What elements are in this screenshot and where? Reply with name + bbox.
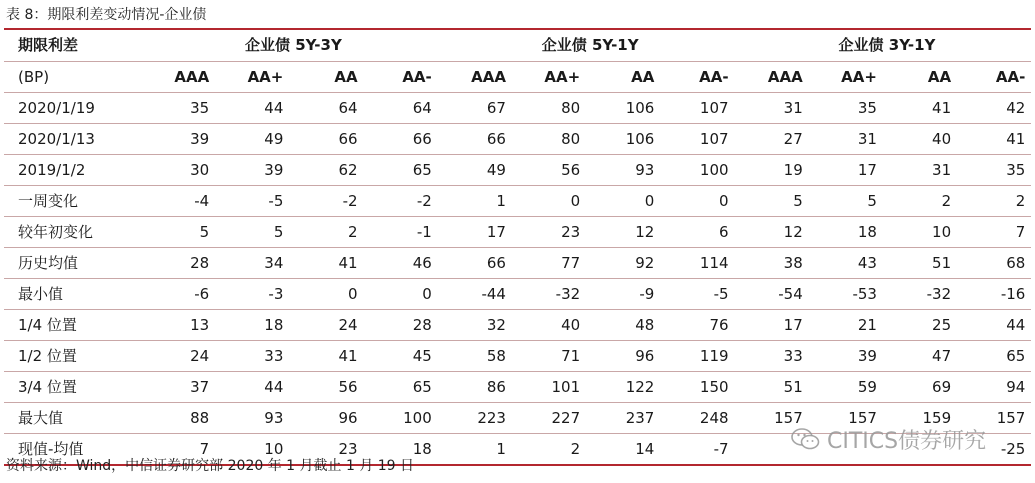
- rating-header: AA: [883, 62, 957, 93]
- table-cell: 42: [957, 93, 1031, 124]
- table-cell: 88: [141, 403, 215, 434]
- table-cell: 18: [215, 310, 289, 341]
- rating-header: AAA: [438, 62, 512, 93]
- table-cell: 248: [660, 403, 734, 434]
- table-cell: -2: [289, 186, 363, 217]
- table-cell: 2: [957, 186, 1031, 217]
- row-label: 现值-均值: [4, 434, 141, 466]
- rating-header: AA-: [660, 62, 734, 93]
- table-cell: 51: [883, 248, 957, 279]
- table-cell: -6: [141, 279, 215, 310]
- table-cell: 2: [289, 217, 363, 248]
- header-label: 期限利差: [4, 30, 141, 62]
- spread-table: [4, 30, 1031, 466]
- group-header-row: [4, 30, 1031, 62]
- rating-header: AA+: [809, 62, 883, 93]
- table-cell: 159: [883, 403, 957, 434]
- table-cell: 101: [512, 372, 586, 403]
- table-cell: 71: [512, 341, 586, 372]
- table-cell: 23: [512, 217, 586, 248]
- table-cell: -32: [512, 279, 586, 310]
- table-cell: 51: [735, 372, 809, 403]
- row-label: 2019/1/2: [4, 155, 141, 186]
- table-cell: 0: [512, 186, 586, 217]
- table-cell: 62: [289, 155, 363, 186]
- table-cell: 2: [883, 186, 957, 217]
- table-cell: 59: [809, 372, 883, 403]
- table-cell: 100: [364, 403, 438, 434]
- rating-header: AA+: [215, 62, 289, 93]
- table-row: [4, 217, 1031, 248]
- table-cell: 17: [735, 310, 809, 341]
- source-note: 资料来源：Wind，中信证券研究部 2020 年 1 月截止 1 月 19 日: [6, 458, 415, 474]
- table-cell: 0: [364, 279, 438, 310]
- table-cell: 44: [215, 372, 289, 403]
- table-cell: 40: [883, 124, 957, 155]
- table-cell: 49: [215, 124, 289, 155]
- watermark-text: CITICS债券研究: [827, 428, 987, 454]
- table-cell: 92: [586, 248, 660, 279]
- table-cell: 34: [215, 248, 289, 279]
- table-cell: 17: [438, 217, 512, 248]
- row-label: 1/2 位置: [4, 341, 141, 372]
- table-cell: 56: [512, 155, 586, 186]
- table-cell: 5: [809, 186, 883, 217]
- table-cell: 150: [660, 372, 734, 403]
- table-row: [4, 310, 1031, 341]
- table-cell: 24: [289, 310, 363, 341]
- table-cell: 5: [215, 217, 289, 248]
- table-cell: 6: [660, 217, 734, 248]
- table-cell: 107: [660, 93, 734, 124]
- table-title: 表 8：期限利差变动情况-企业债: [6, 7, 207, 23]
- table-cell: 10: [883, 217, 957, 248]
- table-cell: 96: [289, 403, 363, 434]
- watermark: [791, 424, 986, 454]
- table-cell: 25: [883, 310, 957, 341]
- table-row: [4, 186, 1031, 217]
- row-label: 2020/1/19: [4, 93, 141, 124]
- table-cell: 227: [512, 403, 586, 434]
- table-cell: 30: [141, 155, 215, 186]
- table-cell: 33: [215, 341, 289, 372]
- rating-header: AAA: [735, 62, 809, 93]
- rating-header: AAA: [141, 62, 215, 93]
- table-cell: 31: [883, 155, 957, 186]
- table-cell: 12: [586, 217, 660, 248]
- table-cell: 64: [289, 93, 363, 124]
- table-cell: 39: [215, 155, 289, 186]
- table-cell: 49: [438, 155, 512, 186]
- row-label: 1/4 位置: [4, 310, 141, 341]
- row-label: 较年初变化: [4, 217, 141, 248]
- table-cell: 41: [957, 124, 1031, 155]
- table-cell: -32: [883, 279, 957, 310]
- table-cell: 1: [438, 434, 512, 466]
- table-cell: -4: [141, 186, 215, 217]
- table-cell: 2: [512, 434, 586, 466]
- table-cell: 7: [957, 217, 1031, 248]
- table-cell: 69: [883, 372, 957, 403]
- table-cell: 44: [957, 310, 1031, 341]
- table-cell: 107: [660, 124, 734, 155]
- rating-header: AA+: [512, 62, 586, 93]
- table-cell: 12: [735, 217, 809, 248]
- group-header-3y-1y: 企业债 3Y-1Y: [735, 30, 1032, 62]
- rating-header: AA-: [364, 62, 438, 93]
- table-cell: 41: [289, 248, 363, 279]
- table-cell: 96: [586, 341, 660, 372]
- table-cell: 58: [438, 341, 512, 372]
- table-cell: 157: [735, 403, 809, 434]
- wechat-icon: [791, 427, 821, 451]
- table-cell: 76: [660, 310, 734, 341]
- table-cell: 65: [364, 372, 438, 403]
- table-cell: 31: [735, 93, 809, 124]
- rating-header-row: [4, 62, 1031, 93]
- table-cell: -53: [809, 279, 883, 310]
- table-cell: 223: [438, 403, 512, 434]
- table-cell: 32: [438, 310, 512, 341]
- table-cell: 0: [289, 279, 363, 310]
- table-cell: 119: [660, 341, 734, 372]
- table-cell: 24: [141, 341, 215, 372]
- row-label: 最小值: [4, 279, 141, 310]
- table-cell: 35: [141, 93, 215, 124]
- table-cell: 19: [735, 155, 809, 186]
- table-cell: 33: [735, 341, 809, 372]
- row-label: 最大值: [4, 403, 141, 434]
- row-label: 2020/1/13: [4, 124, 141, 155]
- table-body: [4, 93, 1031, 466]
- table-cell: 23: [289, 434, 363, 466]
- table-cell: 1: [438, 186, 512, 217]
- group-header-5y-3y: 企业债 5Y-3Y: [141, 30, 438, 62]
- table-cell: 157: [809, 403, 883, 434]
- table-cell: 28: [141, 248, 215, 279]
- table-cell: 40: [512, 310, 586, 341]
- table-cell: -7: [660, 434, 734, 466]
- table-cell: 237: [586, 403, 660, 434]
- table-cell: 10: [215, 434, 289, 466]
- table-cell: 93: [215, 403, 289, 434]
- table-cell: 13: [141, 310, 215, 341]
- table-cell: -3: [215, 279, 289, 310]
- table-cell: 106: [586, 93, 660, 124]
- table-cell: -54: [735, 279, 809, 310]
- table-cell: 35: [957, 155, 1031, 186]
- table-cell: 65: [364, 155, 438, 186]
- table-cell: 45: [364, 341, 438, 372]
- table-cell: 122: [586, 372, 660, 403]
- unit-label: (BP): [4, 62, 141, 93]
- table-cell: 18: [809, 217, 883, 248]
- table-cell: 41: [289, 341, 363, 372]
- table-cell: 38: [735, 248, 809, 279]
- table-cell: 56: [289, 372, 363, 403]
- table-cell: 37: [141, 372, 215, 403]
- table-cell: 44: [215, 93, 289, 124]
- table-cell: 77: [512, 248, 586, 279]
- table-cell: 31: [809, 124, 883, 155]
- table-cell: -5: [215, 186, 289, 217]
- table-cell: 0: [586, 186, 660, 217]
- table-cell: -25: [957, 434, 1031, 466]
- table-cell: 27: [735, 124, 809, 155]
- table-row: [4, 279, 1031, 310]
- table-cell: 66: [438, 248, 512, 279]
- table-row: [4, 248, 1031, 279]
- table-cell: 14: [586, 434, 660, 466]
- table-cell: 114: [660, 248, 734, 279]
- table-cell: 100: [660, 155, 734, 186]
- table-cell: -2: [364, 186, 438, 217]
- table-cell: 66: [289, 124, 363, 155]
- table-cell: 94: [957, 372, 1031, 403]
- table-cell: 47: [883, 341, 957, 372]
- table-cell: -44: [438, 279, 512, 310]
- table-cell: 17: [809, 155, 883, 186]
- table-cell: 106: [586, 124, 660, 155]
- table-row: [4, 155, 1031, 186]
- table-cell: 39: [141, 124, 215, 155]
- rating-header: AA-: [957, 62, 1031, 93]
- table-row: [4, 93, 1031, 124]
- table-cell: -16: [957, 279, 1031, 310]
- table-cell: 48: [586, 310, 660, 341]
- table-cell: 67: [438, 93, 512, 124]
- table-cell: 66: [364, 124, 438, 155]
- table-cell: 66: [438, 124, 512, 155]
- table-cell: 18: [364, 434, 438, 466]
- row-label: 一周变化: [4, 186, 141, 217]
- row-label: 3/4 位置: [4, 372, 141, 403]
- table-cell: 0: [660, 186, 734, 217]
- table-cell: 68: [957, 248, 1031, 279]
- table-row: [4, 341, 1031, 372]
- rating-header: AA: [586, 62, 660, 93]
- table-row: [4, 372, 1031, 403]
- table-cell: -1: [364, 217, 438, 248]
- row-label: 历史均值: [4, 248, 141, 279]
- table-cell: 35: [809, 93, 883, 124]
- table-cell: 64: [364, 93, 438, 124]
- table-cell: 80: [512, 93, 586, 124]
- table-row: [4, 124, 1031, 155]
- table-cell: 28: [364, 310, 438, 341]
- table-cell: -5: [660, 279, 734, 310]
- group-header-5y-1y: 企业债 5Y-1Y: [438, 30, 735, 62]
- table-cell: 93: [586, 155, 660, 186]
- table-cell: 80: [512, 124, 586, 155]
- table-cell: 43: [809, 248, 883, 279]
- table-cell: 86: [438, 372, 512, 403]
- table-cell: 157: [957, 403, 1031, 434]
- table-cell: 21: [809, 310, 883, 341]
- rating-header: AA: [289, 62, 363, 93]
- table-cell: -9: [586, 279, 660, 310]
- table-cell: 7: [141, 434, 215, 466]
- table-cell: 46: [364, 248, 438, 279]
- table-cell: 41: [883, 93, 957, 124]
- table-cell: 65: [957, 341, 1031, 372]
- table-cell: 5: [141, 217, 215, 248]
- table-cell: 5: [735, 186, 809, 217]
- table-cell: 39: [809, 341, 883, 372]
